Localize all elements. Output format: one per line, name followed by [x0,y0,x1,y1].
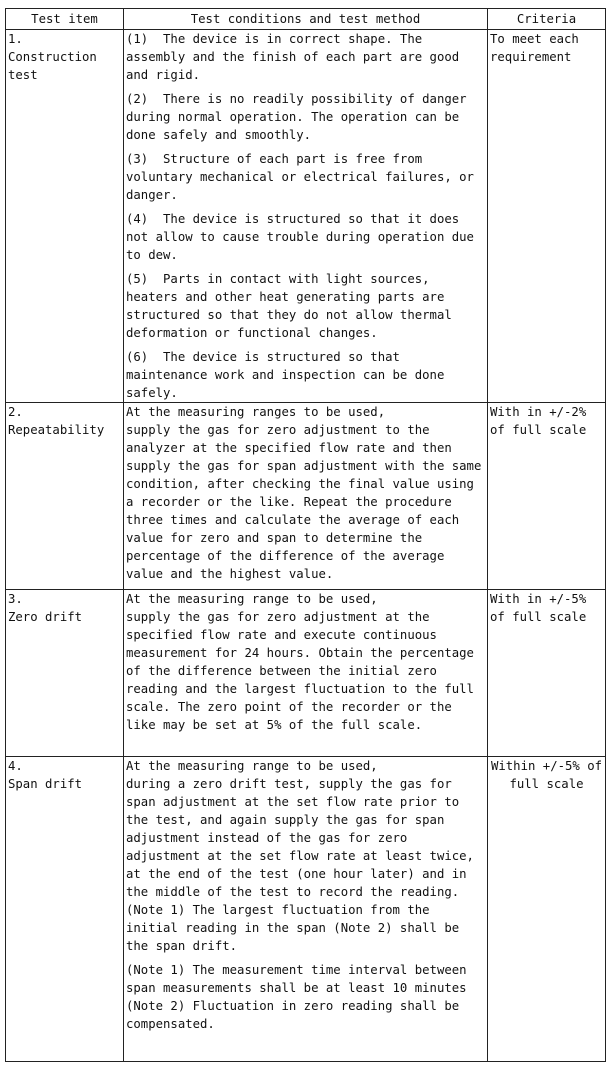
method-paragraph: (6) The device is structured so that maintenance work and inspection can be done safely. [126,350,452,400]
criteria-cell: To meet each requirement [488,30,606,403]
method-note: (Note 1) The measurement time interval between span measurements shall be at least 10 minutes (Note 2) Fluctuation in zero reading shall be compensated. [126,963,467,1031]
method-paragraph: (3) Structure of each part is free from voluntary mechanical or electrical failures, or danger. [126,152,482,202]
method-paragraph: (1) The device is in correct shape. The assembly and the finish of each part are good and rigid. [126,32,467,82]
header-row [6,9,606,30]
table-row [6,403,606,590]
method-paragraph: At the measuring range to be used, during a zero drift test, supply the gas for span adjustment at the set flow rate prior to the test, and again supply the gas for span adjustment instead of the gas for zero adjustment at the set flow rate at least twice, at the end of the test (one hour later) and in the middle of the test to record the reading. (Note 1) The largest fluctuation from the initial reading in the span (Note 2) shall be the span drift. [126,759,474,953]
method-paragraph: At the measuring range to be used, supply the gas for zero adjustment at the specified flow rate and execute continuous measurement for 24 hours. Obtain the percentage of the difference between the initial zero reading and the largest fluctuation to the full scale. The zero point of the recorder or the like may be set at 5% of the full scale. [126,592,474,732]
table-row [6,757,606,1062]
test-method-cell [124,30,488,403]
method-paragraph: At the measuring ranges to be used, supply the gas for zero adjustment to the analyzer at the specified flow rate and then supply the gas for span adjustment with the same condition, after checking the final value using a recorder or the like. Repeat the procedure three times and calculate the average of each value for zero and span to determine the percentage of the difference of the average value and the highest value. [126,405,482,581]
test-method-cell [124,590,488,757]
test-method-cell [124,403,488,590]
criteria-cell: With in +/-2% of full scale [488,403,606,590]
method-paragraph: (2) There is no readily possibility of danger during normal operation. The operation can be done safely and smoothly. [126,92,474,142]
table-row [6,30,606,403]
header-test-method: Test conditions and test method [124,9,488,30]
test-item-cell: 3. Zero drift [6,590,124,757]
test-method-cell [124,757,488,1062]
test-item-cell: 1. Construction test [6,30,124,403]
criteria-cell: With in +/-5% of full scale [488,590,606,757]
method-paragraph: (5) Parts in contact with light sources, heaters and other heat generating parts are structured so that they do not allow thermal deformation or functional changes. [126,272,460,340]
test-criteria-table [5,8,606,1062]
method-paragraph: (4) The device is structured so that it does not allow to cause trouble during operation due to dew. [126,212,482,262]
criteria-cell: Within +/-5% of full scale [488,757,606,1062]
header-test-item: Test item [6,9,124,30]
header-criteria: Criteria [488,9,606,30]
table-row [6,590,606,757]
test-item-cell: 4. Span drift [6,757,124,1062]
test-item-cell: 2. Repeatability [6,403,124,590]
